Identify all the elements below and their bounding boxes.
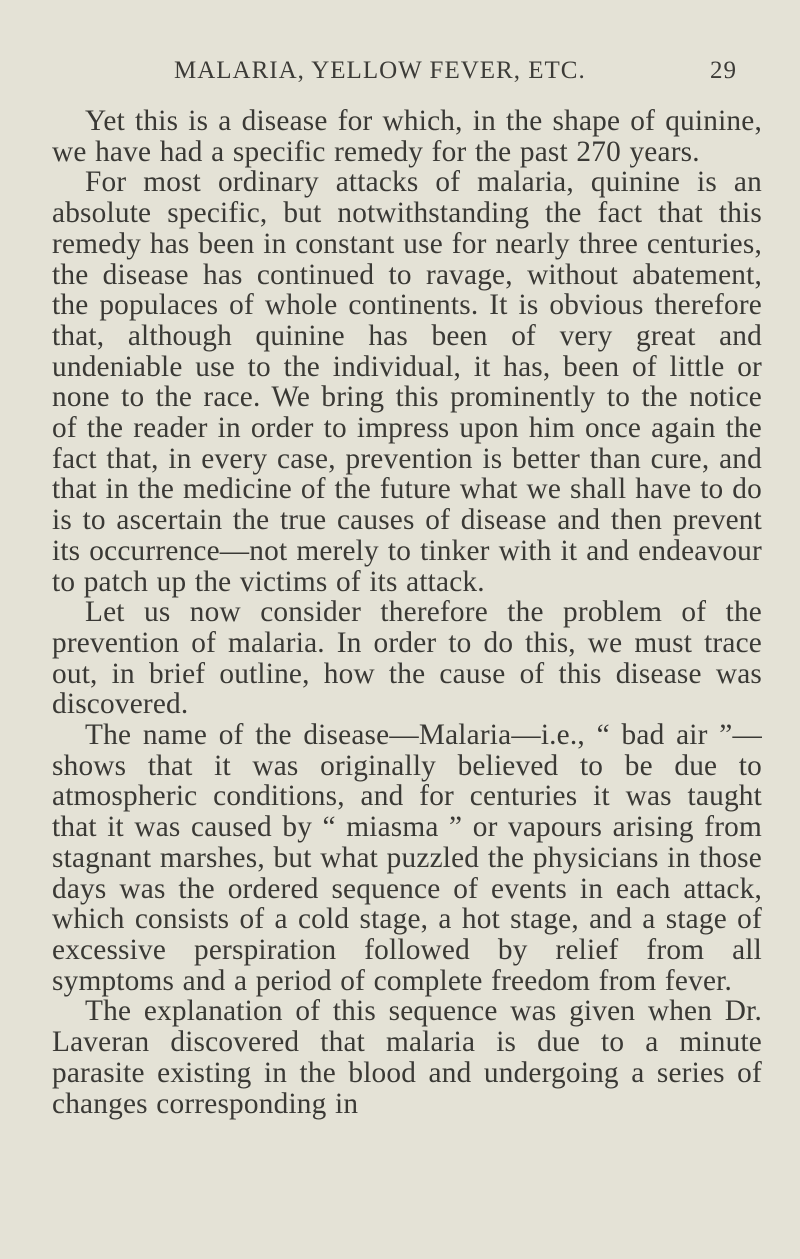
- paragraph-miasma: The name of the disease—Malaria—i.e., “ bad air ”—shows that it was originally believed to be due to atmospheric conditions, and for centuries it was taught that it was caused by “ miasma ” or vapours arising from stagnant marshes, but what puzzled the physicians in those days was the ordered sequence of events in each attack, which consists of a cold stage, a hot stage, and a stage of excessive perspiration followed by relief from all symptoms and a period of complete freedom from fever.: [52, 719, 762, 997]
- running-head: [52, 57, 762, 97]
- body-text: [52, 106, 762, 1119]
- paragraph-problem: Let us now consider therefore the problem of the prevention of malaria. In order to do this, we must trace out, in brief outline, how the cause of this disease was discovered.: [52, 596, 762, 721]
- paragraph-quinine-remedy: Yet this is a disease for which, in the shape of quinine, we have had a specific remedy for the past 270 years.: [52, 105, 762, 168]
- paragraph-prevention: For most ordinary attacks of malaria, quinine is an absolute specific, but notwithstanding the fact that this remedy has been in constant use for nearly three centuries, the disease has continued to ravage, without abatement, the populaces of whole continents. It is obvious therefore that, although quinine has been of very great and undeniable use to the individual, it has, been of little or none to the race. We bring this prominently to the notice of the reader in order to impress upon him once again the fact that, in every case, prevention is better than cure, and that in the medicine of the future what we shall have to do is to ascertain the true causes of disease and then prevent its occurrence—not merely to tinker with it and endeavour to patch up the victims of its attack.: [52, 166, 762, 598]
- paragraph-laveran: The explanation of this sequence was given when Dr. Laveran discovered that malaria is due to a minute parasite existing in the blood and undergoing a series of changes corresponding in: [52, 995, 762, 1120]
- page-number: 29: [710, 57, 737, 84]
- running-title: MALARIA, YELLOW FEVER, ETC.: [174, 57, 586, 84]
